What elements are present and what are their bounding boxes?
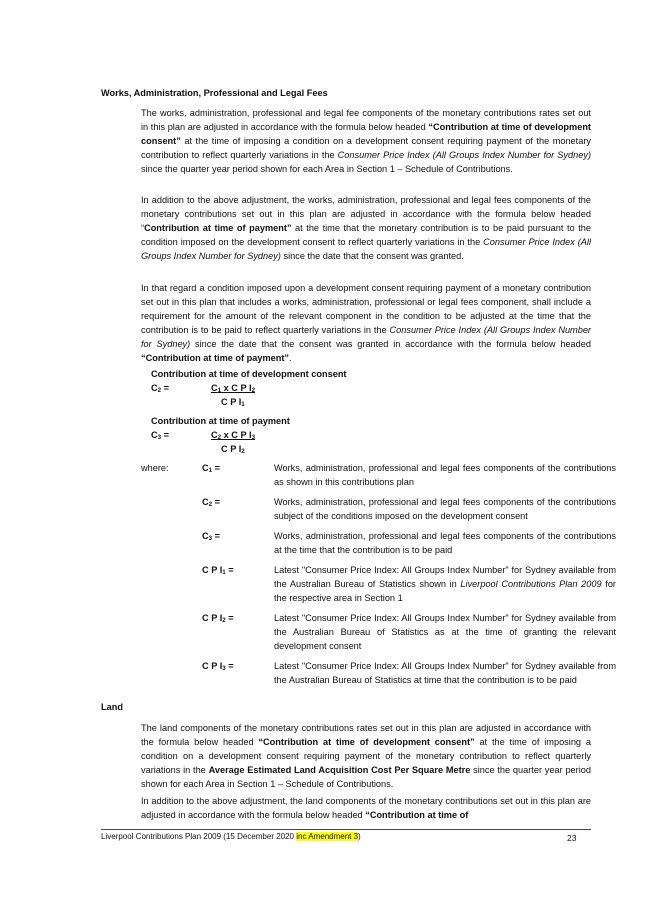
definition-term: C P $I_2$ = — [202, 613, 234, 624]
definition-term: $C_3$ = — [202, 531, 221, 542]
definition-text: Latest "Consumer Price Index: All Groups Index Number" for Sydney available from the Australian Bureau of Statistics at time that the contribution is to be paid — [274, 661, 616, 685]
definition-text: Latest "Consumer Price Index: All Groups Index Number" for Sydney available from the Australian Bureau of Statistics shown in Liverpool Contributions Plan 2009 for the respective area in Section 1 — [274, 565, 616, 603]
formula-consent-title: Contribution at time of development consent — [151, 369, 347, 379]
works-paragraph-1: The works, administration, professional and legal fee components of the monetary contributions rates set out in this plan are adjusted in accordance with the formula below headed “Contribution at time of development consent” at the time of imposing a condition on a development consent requiring payment of the monetary contribution to reflect quarterly variations in the Consumer Price Index (All Groups Index Number for Sydney) since the quarter year period shown for each Area in Section 1 – Schedule of Contributions. — [141, 108, 591, 175]
land-paragraph-1: The land components of the monetary contributions rates set out in this plan are adjusted in accordance with the formula below headed “Contribution at time of development consent” at the time of imposing a condition on a development consent requiring payment of the monetary contribution to reflect quarterly variations in the Average Estimated Land Acquisition Cost Per Square Metre since the quarter year period shown for each Area in Section 1 – Schedule of Contributions. — [141, 723, 591, 790]
definition-text: Works, administration, professional and legal fees components of the contributions as shown in this contributions plan — [274, 463, 616, 487]
section-heading-works: Works, Administration, Professional and Legal Fees — [101, 88, 328, 98]
formula-payment-lhs: $C_3$ = — [151, 430, 170, 441]
section-heading-land: Land — [101, 702, 123, 712]
definition-row — [141, 529, 616, 557]
definition-row — [141, 495, 616, 523]
formula-consent-numerator: $C_1$ x C P $I_2$ — [211, 383, 256, 394]
formula-consent-denominator: C P $I_1$ — [221, 397, 245, 408]
land-paragraph-2: In addition to the above adjustment, the land components of the monetary contributions set out in this plan are adjusted in accordance with the formula below headed “Contribution at time of — [141, 796, 591, 821]
formula-payment-denominator: C P $I_2$ — [221, 444, 245, 455]
amendment-highlight: inc Amendment 3 — [296, 832, 359, 841]
page-number: 23 — [567, 833, 577, 843]
footer-divider — [101, 829, 591, 830]
footer-text: Liverpool Contributions Plan 2009 (15 December 2020 inc Amendment 3) — [101, 832, 361, 841]
definition-term: C P $I_1$ = — [202, 565, 234, 576]
formula-payment-numerator: $C_2$ x C P $I_3$ — [211, 430, 256, 441]
definitions-list — [141, 461, 616, 687]
definition-term: C P $I_3$ = — [202, 661, 234, 672]
works-paragraph-3: In that regard a condition imposed upon a development consent requiring payment of a monetary contribution set out in this plan that includes a works, administration, professional or legal fees component, shall include a requirement for the amount of the relevant component in the condition to be adjusted at the time that the contribution is to be paid to reflect quarterly variations in the Consumer Price Index (All Groups Index Number for Sydney) since the date that the consent was granted in accordance with the formula below headed “Contribution at time of payment”. — [141, 283, 591, 364]
formula-consent-lhs: $C_2$ = — [151, 383, 170, 394]
works-paragraph-2: In addition to the above adjustment, the works, administration, professional and legal fees components of the monetary contributions set out in this plan are adjusted in accordance with the formula below headed “Contribution at time of payment” at the time that the monetary contribution is to be paid pursuant to the condition imposed on the development consent to reflect quarterly variations in the Consumer Price Index (All Groups Index Number for Sydney) since the date that the consent was granted. — [141, 195, 591, 262]
definition-row — [141, 563, 616, 605]
definition-row — [141, 611, 616, 653]
definition-text: Latest "Consumer Price Index: All Groups Index Number" for Sydney available from the Australian Bureau of Statistics as at the time of granting the relevant development consent — [274, 613, 616, 651]
where-label: where: — [141, 463, 169, 473]
definition-row — [141, 461, 616, 489]
definition-text: Works, administration, professional and legal fees components of the contributions at the time that the contribution is to be paid — [274, 531, 616, 555]
formula-payment-title: Contribution at time of payment — [151, 416, 290, 426]
definition-term: $C_2$ = — [202, 497, 221, 508]
definition-row — [141, 659, 616, 687]
definition-text: Works, administration, professional and legal fees components of the contributions subject of the conditions imposed on the development consent — [274, 497, 616, 521]
definition-term: $C_1$ = — [202, 463, 221, 474]
